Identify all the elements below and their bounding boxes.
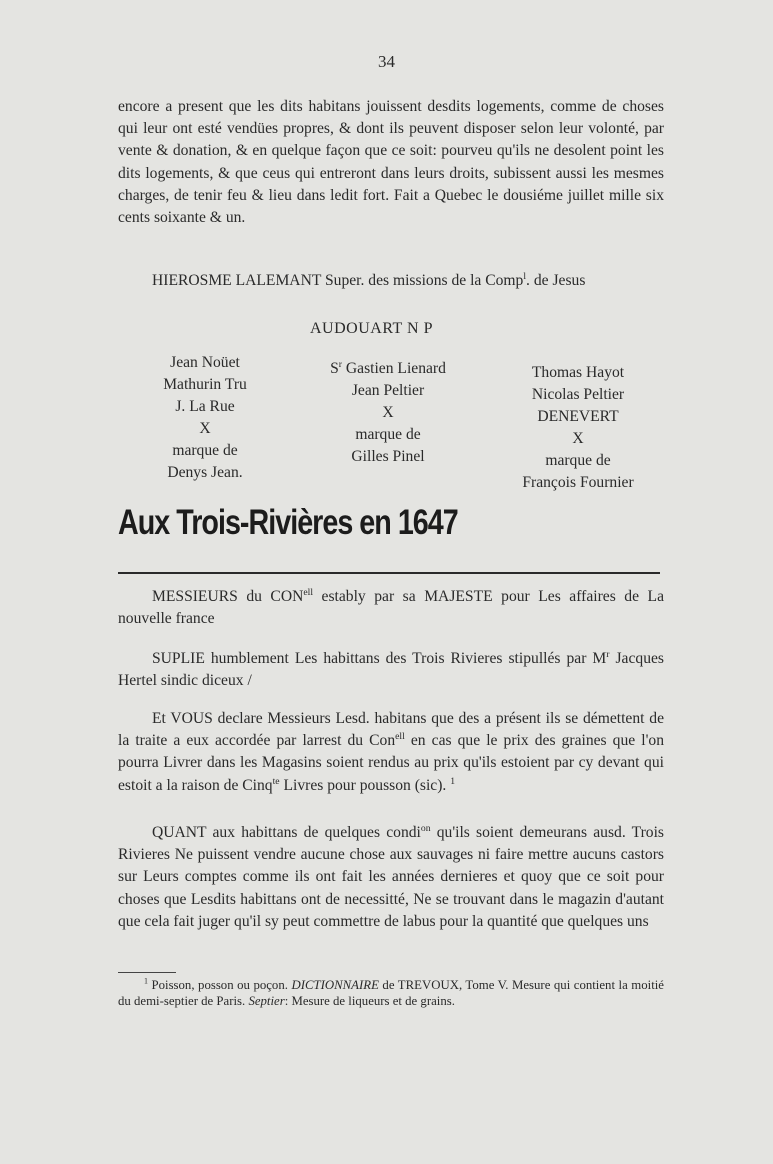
signature-line: marque de: [172, 442, 238, 459]
text-sup: ell: [395, 731, 405, 743]
text-sup: te: [272, 775, 280, 787]
footnote-rule: [118, 972, 176, 973]
signature-text: [118, 270, 664, 292]
signature-line: Nicolas Peltier: [531, 386, 625, 403]
text-run: MESSIEURS du CON: [152, 588, 304, 605]
text-sup: on: [420, 822, 431, 834]
page-number: 34: [378, 52, 395, 71]
text-italic: Septier: [248, 993, 285, 1008]
signature-line: [308, 358, 468, 380]
signatures-right-column: [498, 362, 658, 494]
text-run: QUANT aux habittans de quelques condi: [152, 824, 421, 841]
signature-line: J. La Rue: [175, 398, 235, 415]
paragraph-text: encore a present que les dits habitans jouissent desdits logements, comme de choses qui leur ont esté vendües propres, & dont ils peuvent disposer selon leur volonté, par vente & donation, & en quelque façon que ce soit: pourveu qu'ils ne desolent point les dits logements, & que ceus qui entreront dans leurs droits, subissent aussi les mesmes charges, de tenir feu & lieu dans ledit fort. Fait a Quebec le dousiéme juillet mille six cents soixante & un.: [118, 98, 664, 227]
signature-line: X: [199, 420, 211, 437]
heading-rule: [118, 572, 660, 574]
text-run: SUPLIE humblement Les habittans des Trois Rivieres stipullés par M: [152, 650, 607, 667]
text-run: en cas que le prix des graines que l'on pourra Livrer dans les Magasins soient rendus au prix qu'ils estoient par cy devant qui estoit a la raison de Cinq: [118, 732, 665, 794]
signatures-left-column: [145, 352, 265, 484]
paragraph-continuation: [118, 96, 664, 229]
signatures-middle-column: [308, 358, 468, 468]
signature-line: Gilles Pinel: [351, 448, 425, 465]
paragraph-text: [118, 648, 664, 692]
text-run: Poisson, posson ou poçon.: [147, 978, 292, 992]
signature-line: marque de: [545, 452, 611, 469]
signature-line: DENEVERT: [537, 408, 619, 425]
signature-sup: r: [338, 358, 342, 370]
signature-line: X: [572, 430, 584, 447]
text-run: Jacques Hertel sindic diceux /: [118, 650, 664, 690]
signature-line: Mathurin Tru: [163, 376, 247, 393]
signature-line: X: [382, 404, 394, 421]
footnote: [118, 978, 664, 1009]
footnote-indent: [118, 978, 144, 992]
signature-rest: Gastien Lienard: [341, 360, 446, 377]
signature-pre: HIEROSME LALEMANT Super. des missions de la Comp: [152, 272, 524, 289]
text-run: qu'ils soient demeurans ausd. Trois Rivieres Ne puissent vendre aucune chose aux sauvages ni faire mettre aucuns castors sur Leurs comptes comme ils ont fait les années dernieres et quoy que ce soit pour choses que Lesdits habittans ont de necessitté, Ne se trouvant dans le magazin d'autant que cela fait juger qu'il sy peut commettre de labus pour la quantité que quelques uns: [118, 824, 664, 930]
paragraph-text: [118, 586, 664, 630]
text-sup: ell: [303, 586, 314, 598]
paragraph-text: [118, 708, 664, 797]
signature-line: Denys Jean.: [167, 464, 243, 481]
signature-line: François Fournier: [522, 474, 634, 491]
signature-sup: l: [523, 270, 527, 282]
text-run: de TREVOUX, Tome V. Mesure qui contient la moitié du demi-septier de Paris.: [118, 978, 664, 1008]
signature-lalemant: [118, 270, 664, 292]
signature-line: Jean Noüet: [170, 354, 240, 371]
footnote-number: 1: [144, 976, 148, 986]
signature-post: . de Jesus: [526, 272, 586, 289]
text-italic: DICTIONNAIRE: [291, 978, 379, 992]
paragraph-suplie: [118, 648, 664, 692]
text-run: estably par sa MAJESTE pour Les affaires de La nouvelle france: [118, 588, 664, 628]
paragraph-messieurs: [118, 586, 664, 630]
paragraph-quant: [118, 822, 664, 933]
signature-line: marque de: [355, 426, 421, 443]
text-sup: r: [606, 648, 610, 660]
signature-line: Thomas Hayot: [531, 364, 625, 381]
signature-line: Jean Peltier: [351, 382, 425, 399]
footnote-marker: 1: [450, 775, 456, 787]
text-run: Livres pour pousson (sic).: [279, 776, 447, 794]
signature-prefix: S: [330, 360, 339, 377]
paragraph-et-vous: [118, 708, 664, 797]
text-run: Et VOUS declare Messieurs Lesd. habitans que des a présent ils se démettent de la traite a eux accordée par larrest du Con: [118, 710, 664, 750]
section-heading: Aux Trois-Rivières en 1647: [118, 503, 458, 542]
paragraph-text: [118, 822, 664, 933]
audouart-signature: AUDOUART N P: [310, 320, 433, 337]
text-run: : Mesure de liqueurs et de grains.: [284, 993, 455, 1008]
